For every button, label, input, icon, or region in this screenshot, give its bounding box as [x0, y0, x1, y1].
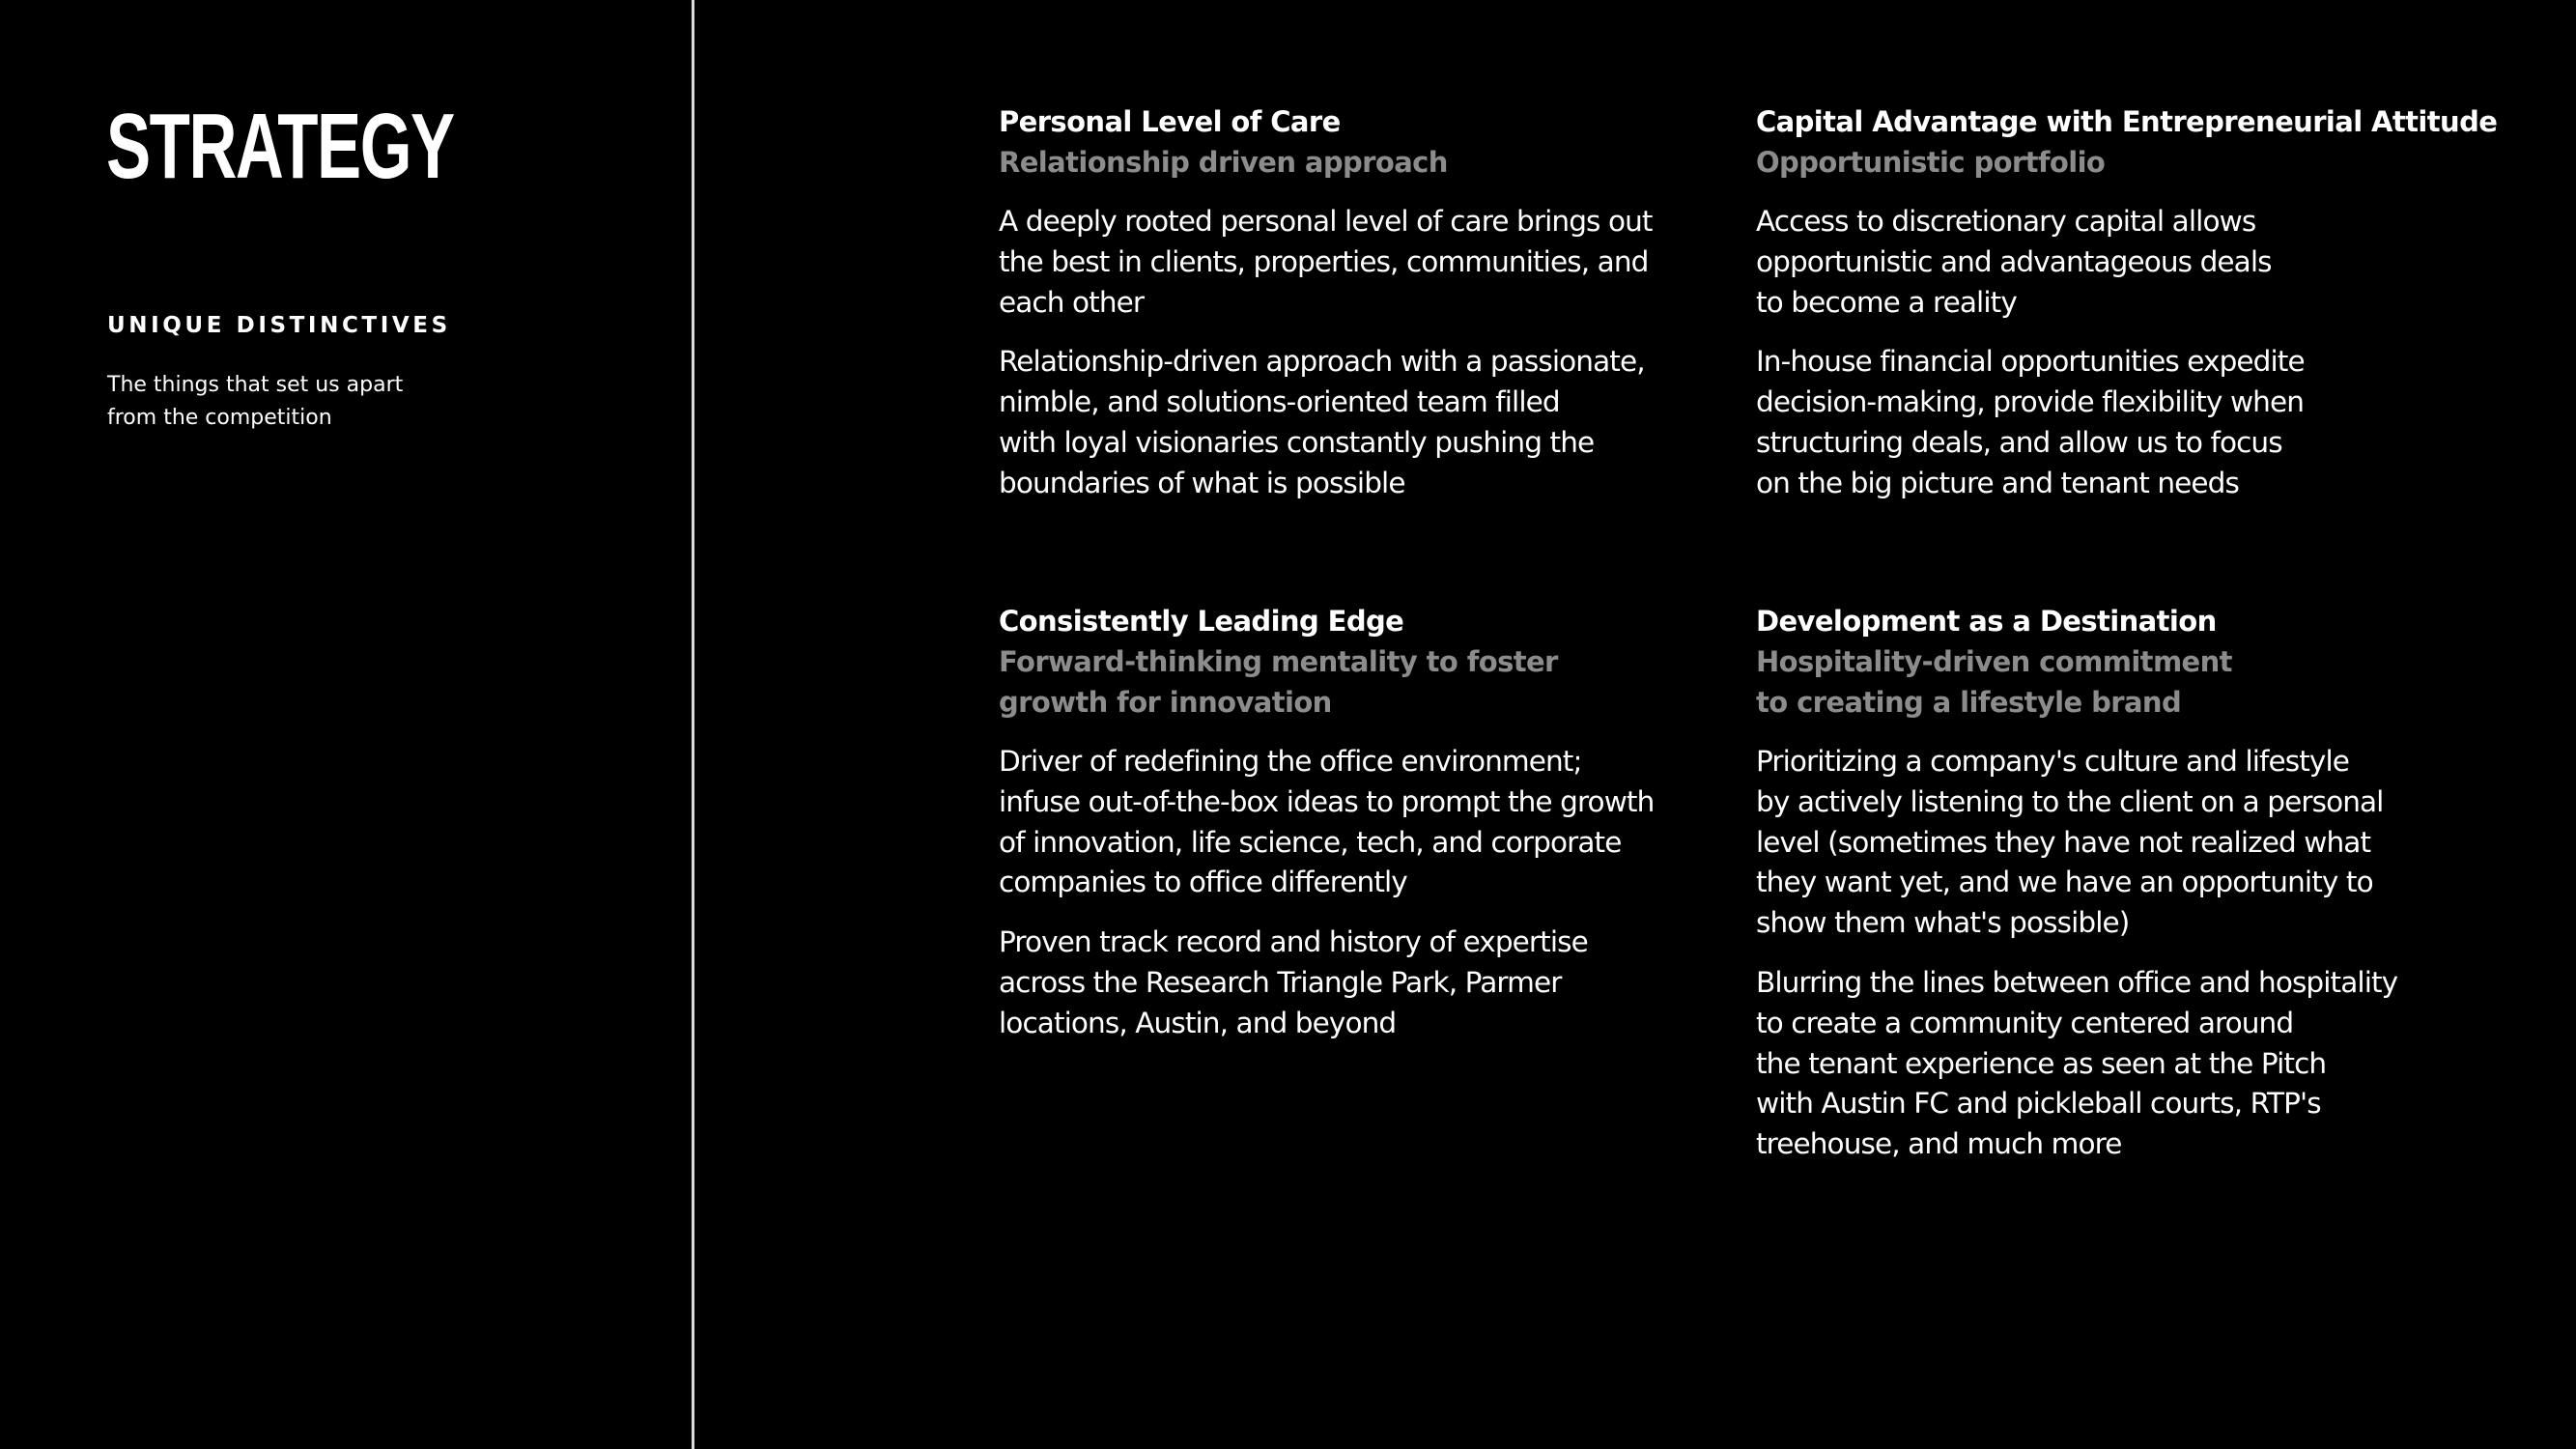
card-subtitle: Opportunistic portfolio: [1756, 146, 2106, 179]
card-paragraph: Prioritizing a company's culture and lifestyle by actively listening to the client on a personal level (sometimes they have not realized what they want yet, and we have an opportunity to show them what's possible): [1756, 745, 2384, 940]
card-consistently-leading-edge: [999, 601, 1694, 1044]
card-title: Personal Level of Care: [999, 105, 1341, 138]
card-title: Capital Advantage with Entrepreneurial Attitude: [1756, 105, 2498, 138]
card-paragraph: Driver of redefining the office environment; infuse out-of-the-box ideas to prompt the growth of innovation, life science, tech, and corporate companies to office differently: [999, 745, 1655, 899]
vertical-divider: [692, 0, 694, 1449]
card-capital-advantage: [1756, 101, 2498, 504]
card-subtitle: Relationship driven approach: [999, 146, 1448, 179]
card-paragraph: Blurring the lines between office and hospitality to create a community centered around the tenant experience as seen at the Pitch with Austin FC and pickleball courts, RTP's treehouse, and much more: [1756, 965, 2398, 1161]
sidebar: [0, 0, 692, 1449]
card-title: Development as a Destination: [1756, 605, 2217, 638]
card-paragraph: Access to discretionary capital allows opportunistic and advantageous deals to become a reality: [1756, 205, 2272, 319]
card-paragraph: A deeply rooted personal level of care brings out the best in clients, properties, communities, and each other: [999, 205, 1653, 319]
card-personal-level-of-care: [999, 101, 1694, 504]
section-label: UNIQUE DISTINCTIVES: [107, 313, 451, 338]
section-description: The things that set us apart from the competition: [107, 373, 404, 430]
page-title: STRATEGY: [106, 95, 454, 198]
card-paragraph: In-house financial opportunities expedite decision-making, provide flexibility when structuring deals, and allow us to focus on the big picture and tenant needs: [1756, 345, 2305, 499]
card-development-as-destination: [1756, 601, 2451, 1165]
card-subtitle: Forward-thinking mentality to foster growth for innovation: [999, 645, 1558, 719]
card-title: Consistently Leading Edge: [999, 605, 1404, 638]
card-subtitle: Hospitality-driven commitment to creating a lifestyle brand: [1756, 645, 2232, 719]
card-paragraph: Proven track record and history of expertise across the Research Triangle Park, Parmer locations, Austin, and beyond: [999, 925, 1588, 1039]
card-paragraph: Relationship-driven approach with a passionate, nimble, and solutions-oriented team filled with loyal visionaries constantly pushing the boundaries of what is possible: [999, 345, 1645, 499]
